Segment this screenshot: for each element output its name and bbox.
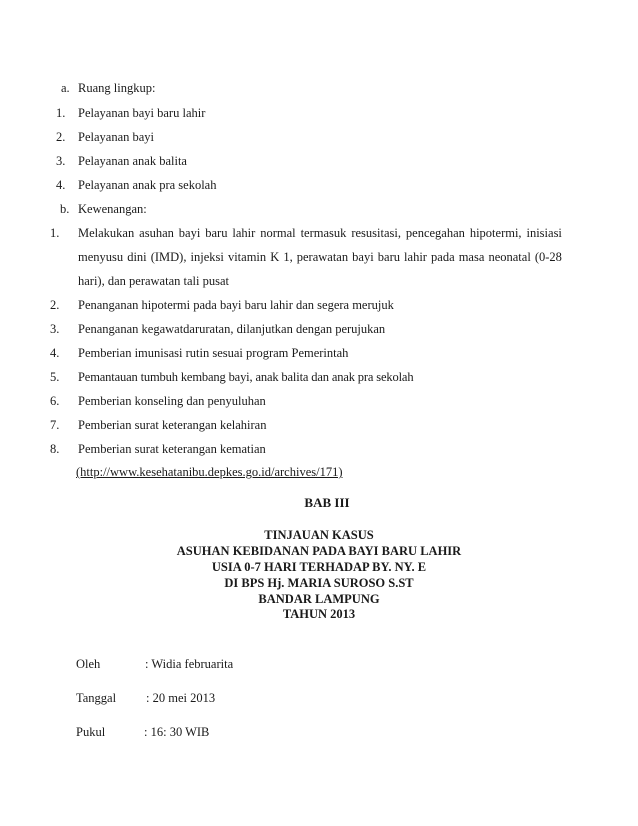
authority-item-num: 2. xyxy=(50,298,60,312)
authority-item1-line1: Melakukan asuhan bayi baru lahir normal termasuk resusitasi, pencegahan hipotermi, inisiasi xyxy=(78,226,562,240)
authority-item-num: 1. xyxy=(50,226,60,240)
author-value: : Widia februarita xyxy=(145,657,234,671)
subtitle-line: TAHUN 2013 xyxy=(282,607,356,621)
scope-item-num: 2. xyxy=(56,130,66,144)
date-label: Tanggal xyxy=(76,691,117,705)
subtitle-line: DI BPS Hj. MARIA SUROSO S.ST xyxy=(224,576,414,590)
authority-item-text: Pemberian surat keterangan kematian xyxy=(78,442,266,456)
scope-item-text: Pelayanan anak pra sekolah xyxy=(78,178,217,192)
authority-item-text: Pemberian imunisasi rutin sesuai program Pemerintah xyxy=(78,346,349,360)
date-value: : 20 mei 2013 xyxy=(146,691,216,705)
authority-marker: b. xyxy=(60,202,70,216)
subtitle-line: USIA 0-7 HARI TERHADAP BY. NY. E xyxy=(211,560,427,574)
scope-item-num: 1. xyxy=(56,106,66,120)
authority-item-num: 7. xyxy=(50,418,60,432)
chapter-title: BAB III xyxy=(304,495,350,510)
authority-item-num: 4. xyxy=(50,346,60,360)
scope-marker: a. xyxy=(61,81,70,95)
authority-item-text: Pemberian konseling dan penyuluhan xyxy=(78,394,266,408)
authority-item-num: 3. xyxy=(50,322,60,336)
authority-item-num: 5. xyxy=(50,370,60,384)
scope-item-num: 3. xyxy=(56,154,66,168)
scope-heading: Ruang lingkup: xyxy=(78,81,156,95)
time-value: : 16: 30 WIB xyxy=(144,725,210,739)
author-label: Oleh xyxy=(76,657,101,671)
scope-item-text: Pelayanan bayi xyxy=(78,130,155,144)
subtitle-line: BANDAR LAMPUNG xyxy=(258,592,380,606)
source-link[interactable]: (http://www.kesehatanibu.depkes.go.id/archives/171) xyxy=(76,465,343,479)
authority-item-text: Pemantauan tumbuh kembang bayi, anak balita dan anak pra sekolah xyxy=(78,370,414,384)
authority-heading: Kewenangan: xyxy=(78,202,147,216)
scope-item-num: 4. xyxy=(56,178,66,192)
time-label: Pukul xyxy=(76,725,106,739)
authority-item1-line2: menyusu dini (IMD), injeksi vitamin K 1, perawatan bayi baru lahir pada masa neonatal (0-28 xyxy=(78,250,562,264)
scope-item-text: Pelayanan bayi baru lahir xyxy=(78,106,206,120)
authority-item1-line3: hari), dan perawatan tali pusat xyxy=(78,274,229,288)
authority-item-text: Penanganan kegawatdaruratan, dilanjutkan dengan perujukan xyxy=(78,322,386,336)
scope-item-text: Pelayanan anak balita xyxy=(78,154,187,168)
authority-item-num: 6. xyxy=(50,394,60,408)
subtitle-line: ASUHAN KEBIDANAN PADA BAYI BARU LAHIR xyxy=(176,544,462,558)
authority-item-text: Pemberian surat keterangan kelahiran xyxy=(78,418,267,432)
authority-item-num: 8. xyxy=(50,442,60,456)
subtitle-line: TINJAUAN KASUS xyxy=(264,528,374,542)
authority-item-text: Penanganan hipotermi pada bayi baru lahir dan segera merujuk xyxy=(78,298,394,312)
